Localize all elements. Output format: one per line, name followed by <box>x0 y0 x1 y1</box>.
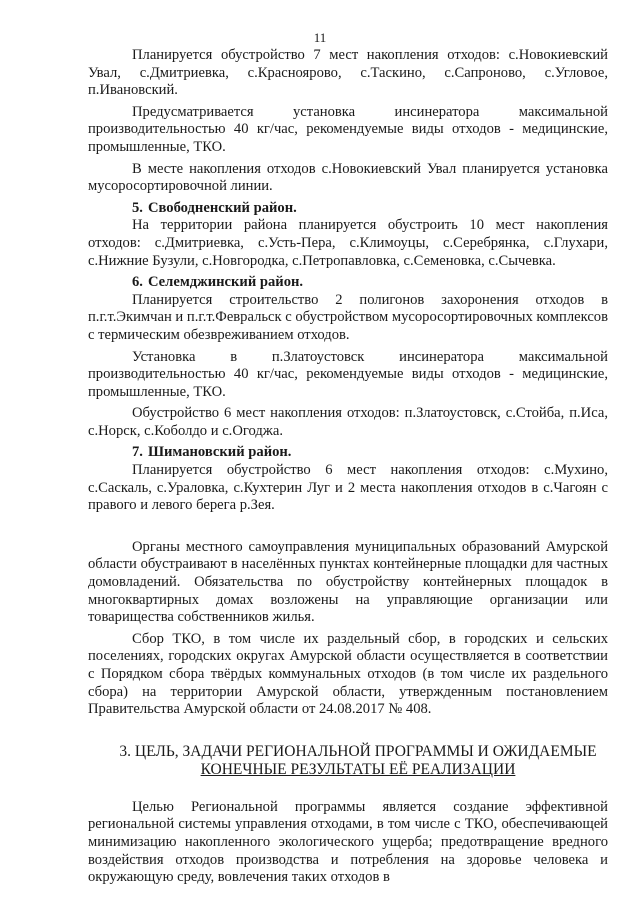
paragraph-selemdzhinsky-sites: Обустройство 6 мест накопления отходов: п.Златоустовск, с.Стойба, п.Иса, с.Норск, с.Коболдо и с.Огоджа. <box>88 405 608 439</box>
page-number: 11 <box>313 30 327 45</box>
heading-svobodnensky-district: 5. Свободненский район. <box>132 199 297 216</box>
heading-selemdzhinsky-district: 6. Селемджинский район. <box>132 274 304 291</box>
paragraph-selemdzhinsky-landfills: Планируется строительство 2 полигонов захоронения отходов в п.г.т.Экимчан и п.г.т.Февральск с обустройством мусоросортировочных комплексов с термическим обезвреживанием отходов. <box>88 291 608 343</box>
spacer <box>88 779 608 799</box>
paragraph-shimanovsky-sites: Планируется обустройство 6 мест накопления отходов: с.Мухино, с.Саскаль, с.Ураловка, с.Кухтерин Луг и 2 места накопления отходов в с.Чагоян с правого и левого берега р.Зея. <box>88 462 608 514</box>
paragraph-local-authorities: Органы местного самоуправления муниципальных образований Амурской области обустраивают в населённых пунктах контейнерные площадки для частных домовладений. Обязательства по обустройству контейнерных площадок в многоквартирных домах возложены на управляющие организации или товарищества собственников жилья. <box>88 538 608 626</box>
section-title <box>88 743 608 779</box>
paragraph-waste-sites-district-4: Планируется обустройство 7 мест накопления отходов: с.Новокиевский Увал, с.Дмитриевка, с.Красноярово, с.Таскино, с.Сапроново, с.Угловое, п.Ивановский. <box>88 47 608 99</box>
document-body <box>88 47 608 891</box>
spacer <box>88 719 608 743</box>
section-title-line-1: 3. ЦЕЛЬ, ЗАДАЧИ РЕГИОНАЛЬНОЙ ПРОГРАММЫ И ОЖИДАЕМЫЕ <box>119 742 597 760</box>
paragraph-incinerator-district-4: Предусматривается установка инсинератора максимальной производительностью 40 кг/час, рекомендуемые виды отходов - медицинские, промышленные, ТКО. <box>88 103 608 155</box>
paragraph-sorting-line: В месте накопления отходов с.Новокиевский Увал планируется установка мусоросортировочной линии. <box>88 160 608 195</box>
section-title-line-2: КОНЕЧНЫЕ РЕЗУЛЬТАТЫ ЕЁ РЕАЛИЗАЦИИ <box>200 760 516 778</box>
heading-shimanovsky-district: 7. Шимановский район. <box>132 444 292 461</box>
paragraph-svobodnensky-sites: На территории района планируется обустроить 10 мест накопления отходов: с.Дмитриевка, с.Усть-Пера, с.Климоуцы, с.Серебрянка, с.Глухари, с.Нижние Бузули, с.Новгородка, с.Петропавловка, с.Семеновка, с.Сычевка. <box>88 217 608 269</box>
paragraph-program-goal: Целью Региональной программы является создание эффективной региональной системы управления отходами, в том числе с ТКО, обеспечивающей минимизацию накопленного экологического ущерба; предотвращение вредного воздействия отходов производства и потребления на здоровье человека и окружающую среду, вовлечения таких отходов в <box>88 798 608 886</box>
spacer <box>88 515 608 539</box>
paragraph-tko-collection: Сбор ТКО, в том числе их раздельный сбор, в городских и сельских поселениях, городских округах Амурской области осуществляется в соответствии с Порядком сбора твёрдых коммунальных отходов (в том числе их раздельного сбора) на территории Амурской области, утвержденным постановлением Правительства Амурской области от 24.08.2017 № 408. <box>88 630 608 718</box>
paragraph-selemdzhinsky-incinerator: Установка в п.Златоустовск инсинератора максимальной производительностью 40 кг/час, рекомендуемые виды отходов - медицинские, промышленные, ТКО. <box>88 348 608 400</box>
